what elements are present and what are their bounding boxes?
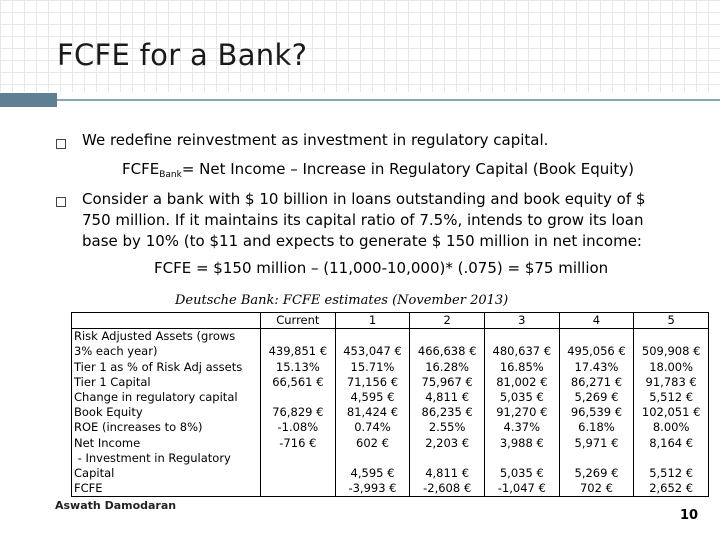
fcfe-calculation: FCFE = $150 million – (11,000-10,000)* (.075) = $75 million [154, 259, 609, 277]
year-2-column: 466,638 € 16.28% 75,967 € 4,811 € 86,235 € 2.55% 2,203 € 4,811 € -2,608 € [410, 329, 485, 497]
year-1-column: 453,047 € 15.71% 71,156 € 4,595 € 81,424 € 0.74% 602 € 4,595 € -3,993 € [335, 329, 410, 497]
row-labels-column: Risk Adjusted Assets (grows 3% each year) Tier 1 as % of Risk Adj assets Tier 1 Capital Change in regulatory capital Book Equity ROE (increases to 8%) Net Income - Investment in Regulatory Capital FCFE [72, 329, 261, 497]
table-caption: Deutsche Bank: FCFE estimates (November 2013) [175, 293, 509, 308]
title-rule [57, 99, 720, 101]
bullet-square-icon [56, 139, 66, 149]
current-column: 439,851 € 15.13% 66,561 € 76,829 € -1.08% -716 € [261, 329, 336, 497]
formula-lead: FCFE [122, 160, 160, 178]
header-cell: 4 [559, 313, 634, 329]
fcfe-bank-formula [122, 160, 634, 180]
bullet-square-icon [56, 197, 66, 207]
bullet-text-2: Consider a bank with $ 10 billion in loans outstanding and book equity of $ 750 million. If it maintains its capital ratio of 7.5%, intends to grow its loan base by 10% (to $11 and expects to generate $ 150 million in net income: [82, 190, 646, 250]
slide-title: FCFE for a Bank? [57, 38, 308, 72]
bullet-text-1: We redefine reinvestment as investment in regulatory capital. [82, 131, 549, 149]
formula-subscript: Bank [159, 170, 182, 180]
footer-author: Aswath Damodaran [55, 499, 177, 512]
header-cell: 1 [335, 313, 410, 329]
table-header-row [72, 313, 709, 329]
header-cell [72, 313, 261, 329]
page-number: 10 [680, 508, 699, 523]
year-4-column: 495,056 € 17.43% 86,271 € 5,269 € 96,539 € 6.18% 5,971 € 5,269 € 702 € [559, 329, 634, 497]
header-cell: 2 [410, 313, 485, 329]
header-cell: 3 [484, 313, 559, 329]
header-cell: 5 [634, 313, 709, 329]
accent-block [0, 93, 57, 107]
table-body-row [72, 329, 709, 497]
header-cell: Current [261, 313, 336, 329]
year-5-column: 509,908 € 18.00% 91,783 € 5,512 € 102,051 € 8.00% 8,164 € 5,512 € 2,652 € [634, 329, 709, 497]
formula-rest: = Net Income – Increase in Regulatory Capital (Book Equity) [181, 160, 635, 178]
fcfe-estimates-table [71, 312, 709, 497]
year-3-column: 480,637 € 16.85% 81,002 € 5,035 € 91,270 € 4.37% 3,988 € 5,035 € -1,047 € [484, 329, 559, 497]
